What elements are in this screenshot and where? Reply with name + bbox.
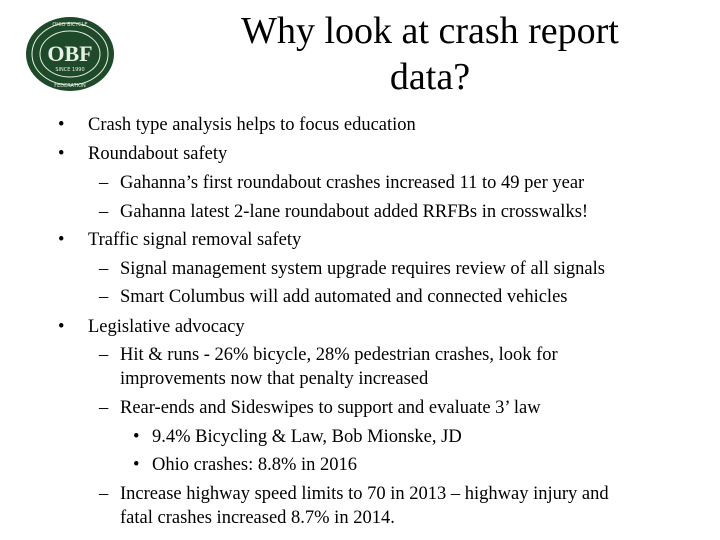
logo-ring-bottom: FEDERATION [54, 83, 86, 89]
sub-signal-management: Signal management system upgrade requires review of all signals [120, 259, 605, 279]
dash-marker: – [99, 173, 109, 193]
bullet-marker: • [58, 115, 65, 135]
dash-marker: – [99, 484, 109, 504]
sub-speed-limits-line-2: fatal crashes increased 8.7% in 2014. [120, 508, 395, 528]
bullet-marker: • [58, 144, 65, 164]
sub-smart-columbus: Smart Columbus will add automated and connected vehicles [120, 287, 568, 307]
logo-since: SINCE 1990 [55, 67, 85, 73]
dash-marker: – [99, 345, 109, 365]
sub-roundabout-first: Gahanna’s first roundabout crashes increased 11 to 49 per year [120, 173, 585, 193]
logo-ring-top: OHIO BICYCLE [52, 22, 88, 28]
logo-monogram: OBF [47, 41, 93, 66]
bullet-marker: • [58, 230, 65, 250]
dash-marker: – [99, 398, 109, 418]
slide-title [150, 8, 710, 100]
sub-speed-limits-line-1: Increase highway speed limits to 70 in 2013 – highway injury and [120, 484, 609, 504]
bullet-marker: • [133, 455, 140, 475]
bullet-marker: • [58, 317, 65, 337]
sub-hit-runs-line-2: improvements now that penalty increased [120, 369, 429, 389]
title-line-2: data? [389, 56, 471, 98]
bullet-legislative: Legislative advocacy [88, 317, 245, 337]
bullet-crash-type: Crash type analysis helps to focus education [88, 115, 416, 135]
dash-marker: – [99, 259, 109, 279]
sub-hit-runs-line-1: Hit & runs - 26% bicycle, 28% pedestrian crashes, look for [120, 345, 558, 365]
bullet-traffic-signal: Traffic signal removal safety [88, 230, 302, 250]
bullet-marker: • [133, 427, 140, 447]
subsub-bicycling-law: 9.4% Bicycling & Law, Bob Mionske, JD [152, 427, 462, 447]
sub-rear-ends: Rear-ends and Sideswipes to support and evaluate 3’ law [120, 398, 541, 418]
bullet-roundabout: Roundabout safety [88, 144, 228, 164]
title-line-1: Why look at crash report [241, 10, 619, 52]
sub-roundabout-latest: Gahanna latest 2-lane roundabout added RRFBs in crosswalks! [120, 202, 589, 222]
dash-marker: – [99, 287, 109, 307]
obf-logo [24, 14, 116, 94]
subsub-ohio-crashes: Ohio crashes: 8.8% in 2016 [152, 455, 358, 475]
dash-marker: – [99, 202, 109, 222]
